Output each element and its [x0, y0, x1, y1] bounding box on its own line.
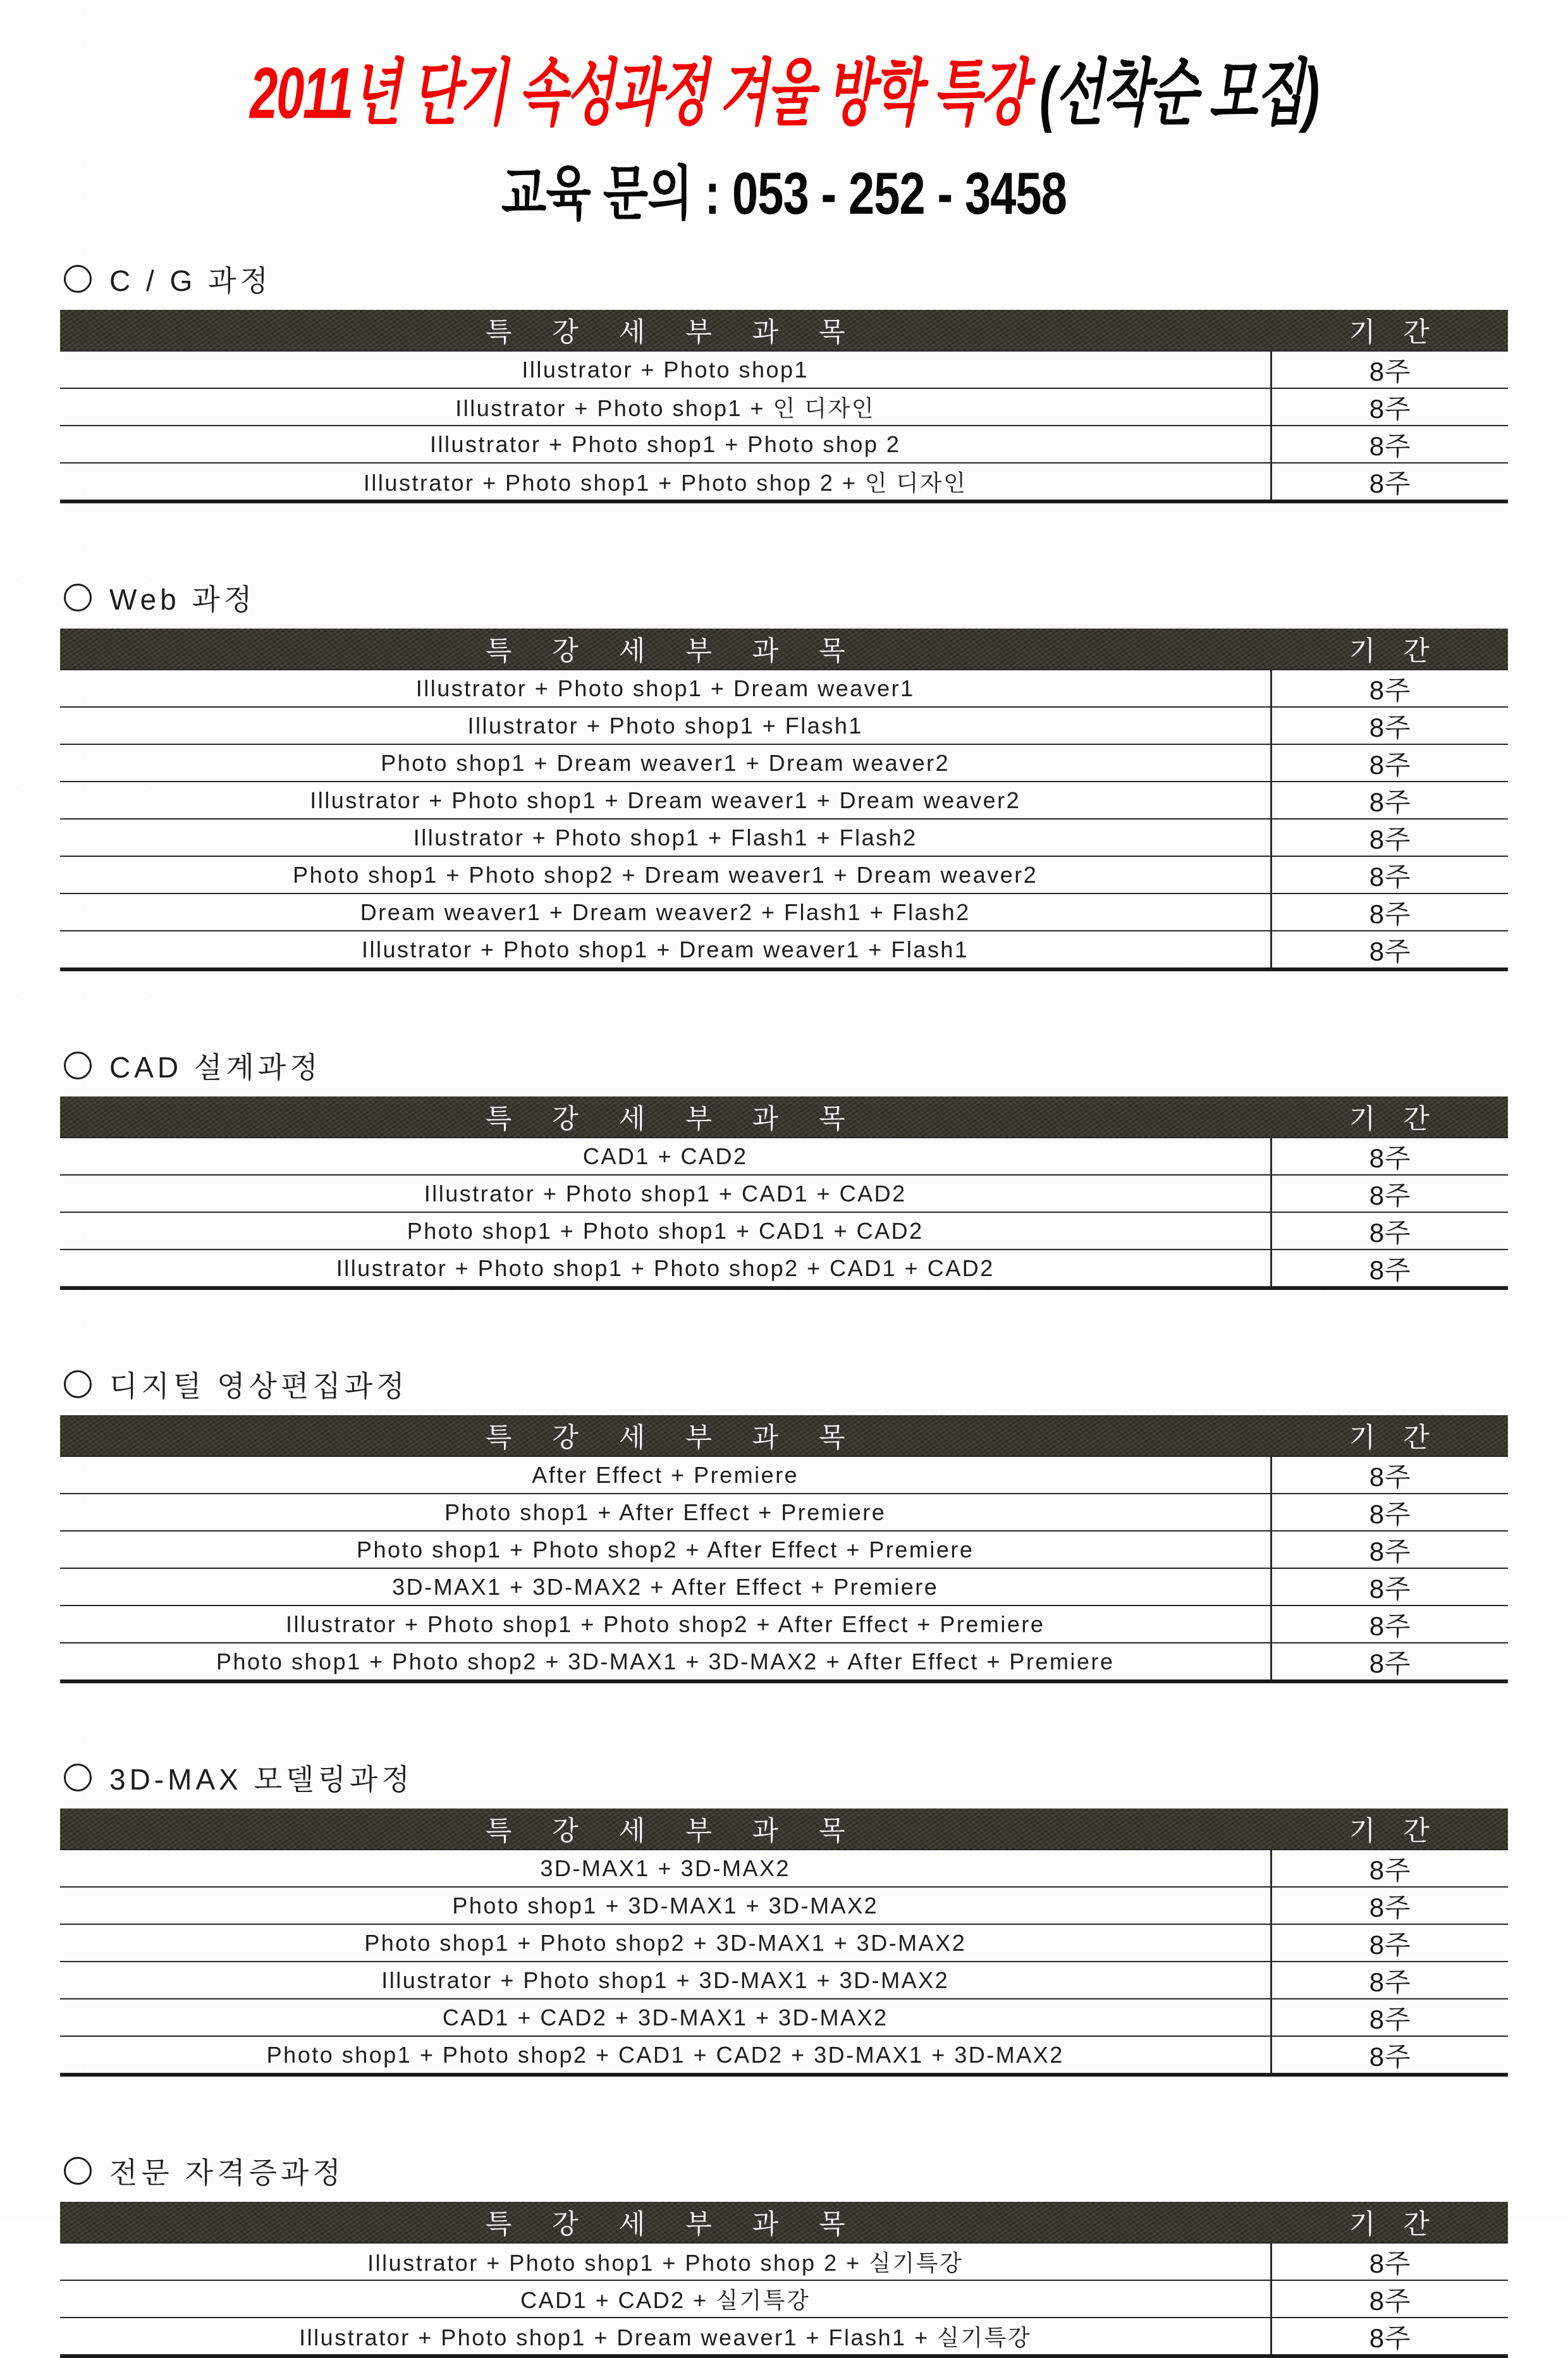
duration-value: 8주	[1270, 670, 1508, 706]
section-title: 3D-MAX 모델링과정	[109, 1763, 413, 1796]
table-row	[60, 1605, 1508, 1642]
duration-value: 8주	[1270, 745, 1508, 781]
table-row	[60, 2036, 1508, 2073]
circle-bullet-icon	[64, 1370, 92, 1398]
duration-value: 8주	[1270, 1925, 1508, 1961]
section-heading	[64, 2150, 1508, 2192]
course-combo: Illustrator + Photo shop1 + Dream weaver1 + Flash1	[362, 936, 969, 962]
duration-value: 8주	[1270, 894, 1508, 930]
duration-value: 8주	[1270, 2318, 1508, 2354]
section-cad	[60, 1045, 1508, 1290]
header-subject-label: 특 강 세 부 과 목	[485, 2209, 862, 2240]
course-combo: Photo shop1 + Dream weaver1 + Dream weaver2	[381, 749, 950, 776]
page-title-black-part: (선착순 모집)	[1039, 52, 1318, 134]
table-row	[60, 818, 1508, 856]
duration-value: 8주	[1270, 1176, 1508, 1212]
duration-value: 8주	[1270, 857, 1508, 893]
header-subject-label: 특 강 세 부 과 목	[485, 317, 862, 348]
course-combo: 3D-MAX1 + 3D-MAX2	[540, 1855, 791, 1881]
page-title	[173, 0, 1395, 139]
course-combo: Photo shop1 + 3D-MAX1 + 3D-MAX2	[452, 1892, 879, 1919]
course-combo: Photo shop1 + Photo shop2 + Dream weaver1 + Dream weaver2	[293, 861, 1038, 888]
duration-value: 8주	[1270, 2037, 1508, 2073]
table-row	[60, 744, 1508, 781]
course-combo: Photo shop1 + Photo shop2 + CAD1 + CAD2 + 3D-MAX1 + 3D-MAX2	[266, 2041, 1064, 2068]
duration-value: 8주	[1270, 1457, 1508, 1493]
duration-value: 8주	[1270, 708, 1508, 744]
table-row	[60, 2317, 1508, 2354]
table-row	[60, 1212, 1508, 1249]
duration-value: 8주	[1270, 931, 1508, 967]
course-table	[60, 310, 1508, 503]
duration-value: 8주	[1270, 1643, 1508, 1679]
table-row	[60, 781, 1508, 818]
course-combo: Photo shop1 + Photo shop2 + 3D-MAX1 + 3D-MAX2 + After Effect + Premiere	[216, 1648, 1115, 1674]
table-row	[60, 2280, 1508, 2317]
course-combo: Illustrator + Photo shop1 + Dream weaver1 + Flash1 + 실기특강	[299, 2324, 1032, 2350]
section-title: C / G 과정	[109, 264, 272, 297]
duration-value: 8주	[1270, 782, 1508, 818]
table-row	[60, 1174, 1508, 1212]
course-combo: Illustrator + Photo shop1	[522, 356, 809, 383]
course-combo: After Effect + Premiere	[532, 1461, 799, 1488]
header-duration-label: 기 간	[1349, 1103, 1440, 1134]
circle-bullet-icon	[64, 2157, 92, 2185]
header-subject-label: 특 강 세 부 과 목	[485, 1422, 862, 1453]
table-row	[60, 893, 1508, 930]
duration-value: 8주	[1270, 426, 1508, 462]
section-cg	[60, 258, 1508, 503]
table-row	[60, 1886, 1508, 1924]
duration-value: 8주	[1270, 1999, 1508, 2036]
table-row	[60, 1998, 1508, 2036]
course-table	[60, 2202, 1508, 2358]
circle-bullet-icon	[64, 584, 92, 611]
table-row	[60, 1530, 1508, 1568]
section-heading	[64, 577, 1508, 618]
course-combo: Photo shop1 + Photo shop2 + 3D-MAX1 + 3D-MAX2	[364, 1929, 967, 1956]
course-combo: Illustrator + Photo shop1 + Photo shop2 + CAD1 + CAD2	[336, 1255, 995, 1281]
course-combo: Photo shop1 + After Effect + Premiere	[444, 1499, 886, 1525]
duration-value: 8주	[1270, 1532, 1508, 1568]
course-combo: Illustrator + Photo shop1 + 인 디자인	[455, 395, 876, 421]
circle-bullet-icon	[64, 1052, 92, 1079]
duration-value: 8주	[1270, 1606, 1508, 1642]
table-row	[60, 1568, 1508, 1605]
duration-value: 8주	[1270, 464, 1508, 500]
section-certification	[60, 2150, 1508, 2358]
table-row	[60, 856, 1508, 893]
section-title: 전문 자격증과정	[109, 2156, 345, 2189]
table-row	[60, 706, 1508, 744]
course-combo: Illustrator + Photo shop1 + 3D-MAX1 + 3D-MAX2	[381, 1967, 950, 1993]
table-row	[60, 669, 1508, 706]
course-combo: Illustrator + Photo shop1 + Photo shop2 + After Effect + Premiere	[285, 1611, 1045, 1637]
course-table	[60, 1415, 1508, 1683]
duration-value: 8주	[1270, 1850, 1508, 1886]
header-duration-label: 기 간	[1349, 636, 1440, 666]
table-row	[60, 388, 1508, 425]
table-row	[60, 462, 1508, 500]
table-row	[60, 1924, 1508, 1961]
table-row	[60, 930, 1508, 967]
course-combo: CAD1 + CAD2 + 3D-MAX1 + 3D-MAX2	[442, 2004, 888, 2030]
table-row	[60, 1456, 1508, 1493]
course-table	[60, 1096, 1508, 1290]
table-header-row	[60, 1096, 1508, 1137]
duration-value: 8주	[1270, 1494, 1508, 1530]
course-combo: Illustrator + Photo shop1 + Flash1	[467, 712, 863, 739]
section-heading	[64, 1757, 1508, 1798]
course-combo: Illustrator + Photo shop1 + Photo shop 2	[430, 431, 901, 457]
duration-value: 8주	[1270, 2281, 1508, 2317]
course-combo: Illustrator + Photo shop1 + Dream weaver1	[415, 675, 915, 701]
table-row	[60, 1493, 1508, 1530]
duration-value: 8주	[1270, 1138, 1508, 1174]
table-row	[60, 425, 1508, 462]
duration-value: 8주	[1270, 820, 1508, 856]
table-row	[60, 1849, 1508, 1886]
section-heading	[64, 1045, 1508, 1086]
section-web	[60, 577, 1508, 971]
section-title: Web 과정	[109, 583, 256, 616]
course-combo: Illustrator + Photo shop1 + Photo shop 2 + 실기특강	[367, 2250, 964, 2276]
course-combo: CAD1 + CAD2 + 실기특강	[520, 2287, 811, 2313]
header-subject-label: 특 강 세 부 과 목	[485, 1815, 862, 1846]
header-subject-label: 특 강 세 부 과 목	[485, 636, 862, 666]
duration-value: 8주	[1270, 1962, 1508, 1998]
table-row	[60, 1961, 1508, 1998]
table-header-row	[60, 2202, 1508, 2242]
duration-value: 8주	[1270, 389, 1508, 425]
table-row	[60, 2242, 1508, 2280]
course-table	[60, 1808, 1508, 2077]
duration-value: 8주	[1270, 1250, 1508, 1286]
course-combo: Dream weaver1 + Dream weaver2 + Flash1 + Flash2	[360, 899, 971, 925]
course-combo: Illustrator + Photo shop1 + Flash1 + Flash2	[413, 824, 917, 850]
header-duration-label: 기 간	[1349, 1422, 1440, 1453]
page-title-red-part: 2011년 단기 속성과정 겨울 방학 특강	[250, 52, 1040, 134]
section-title: CAD 설계과정	[109, 1051, 322, 1084]
circle-bullet-icon	[64, 265, 92, 293]
course-combo: 3D-MAX1 + 3D-MAX2 + After Effect + Premiere	[392, 1573, 939, 1600]
table-header-row	[60, 1808, 1508, 1849]
table-row	[60, 1137, 1508, 1174]
course-combo: Illustrator + Photo shop1 + Photo shop 2 + 인 디자인	[363, 470, 967, 496]
course-combo: Photo shop1 + Photo shop2 + After Effect + Premiere	[357, 1536, 974, 1563]
table-header-row	[60, 310, 1508, 350]
section-heading	[64, 258, 1508, 300]
section-digital-video	[60, 1363, 1508, 1683]
section-title: 디지털 영상편집과정	[109, 1370, 408, 1403]
table-row	[60, 1642, 1508, 1679]
course-combo: Illustrator + Photo shop1 + Dream weaver1 + Dream weaver2	[310, 787, 1021, 813]
section-heading	[64, 1363, 1508, 1405]
course-table	[60, 629, 1508, 971]
header-subject-label: 특 강 세 부 과 목	[485, 1103, 862, 1134]
section-3dmax	[60, 1757, 1508, 2077]
header-duration-label: 기 간	[1349, 2209, 1440, 2240]
course-combo: CAD1 + CAD2	[582, 1143, 748, 1169]
duration-value: 8주	[1270, 1888, 1508, 1924]
table-header-row	[60, 629, 1508, 669]
course-combo: Illustrator + Photo shop1 + CAD1 + CAD2	[424, 1180, 907, 1207]
duration-value: 8주	[1270, 2244, 1508, 2280]
table-header-row	[60, 1415, 1508, 1456]
duration-value: 8주	[1270, 352, 1508, 388]
table-row	[60, 1249, 1508, 1286]
duration-value: 8주	[1270, 1569, 1508, 1605]
header-duration-label: 기 간	[1349, 317, 1440, 348]
course-combo: Photo shop1 + Photo shop1 + CAD1 + CAD2	[407, 1217, 924, 1244]
table-row	[60, 350, 1508, 388]
contact-phone-line: 교육 문의 : 053 - 252 - 3458	[501, 160, 1067, 227]
header-duration-label: 기 간	[1349, 1815, 1440, 1846]
duration-value: 8주	[1270, 1213, 1508, 1249]
circle-bullet-icon	[64, 1764, 92, 1791]
